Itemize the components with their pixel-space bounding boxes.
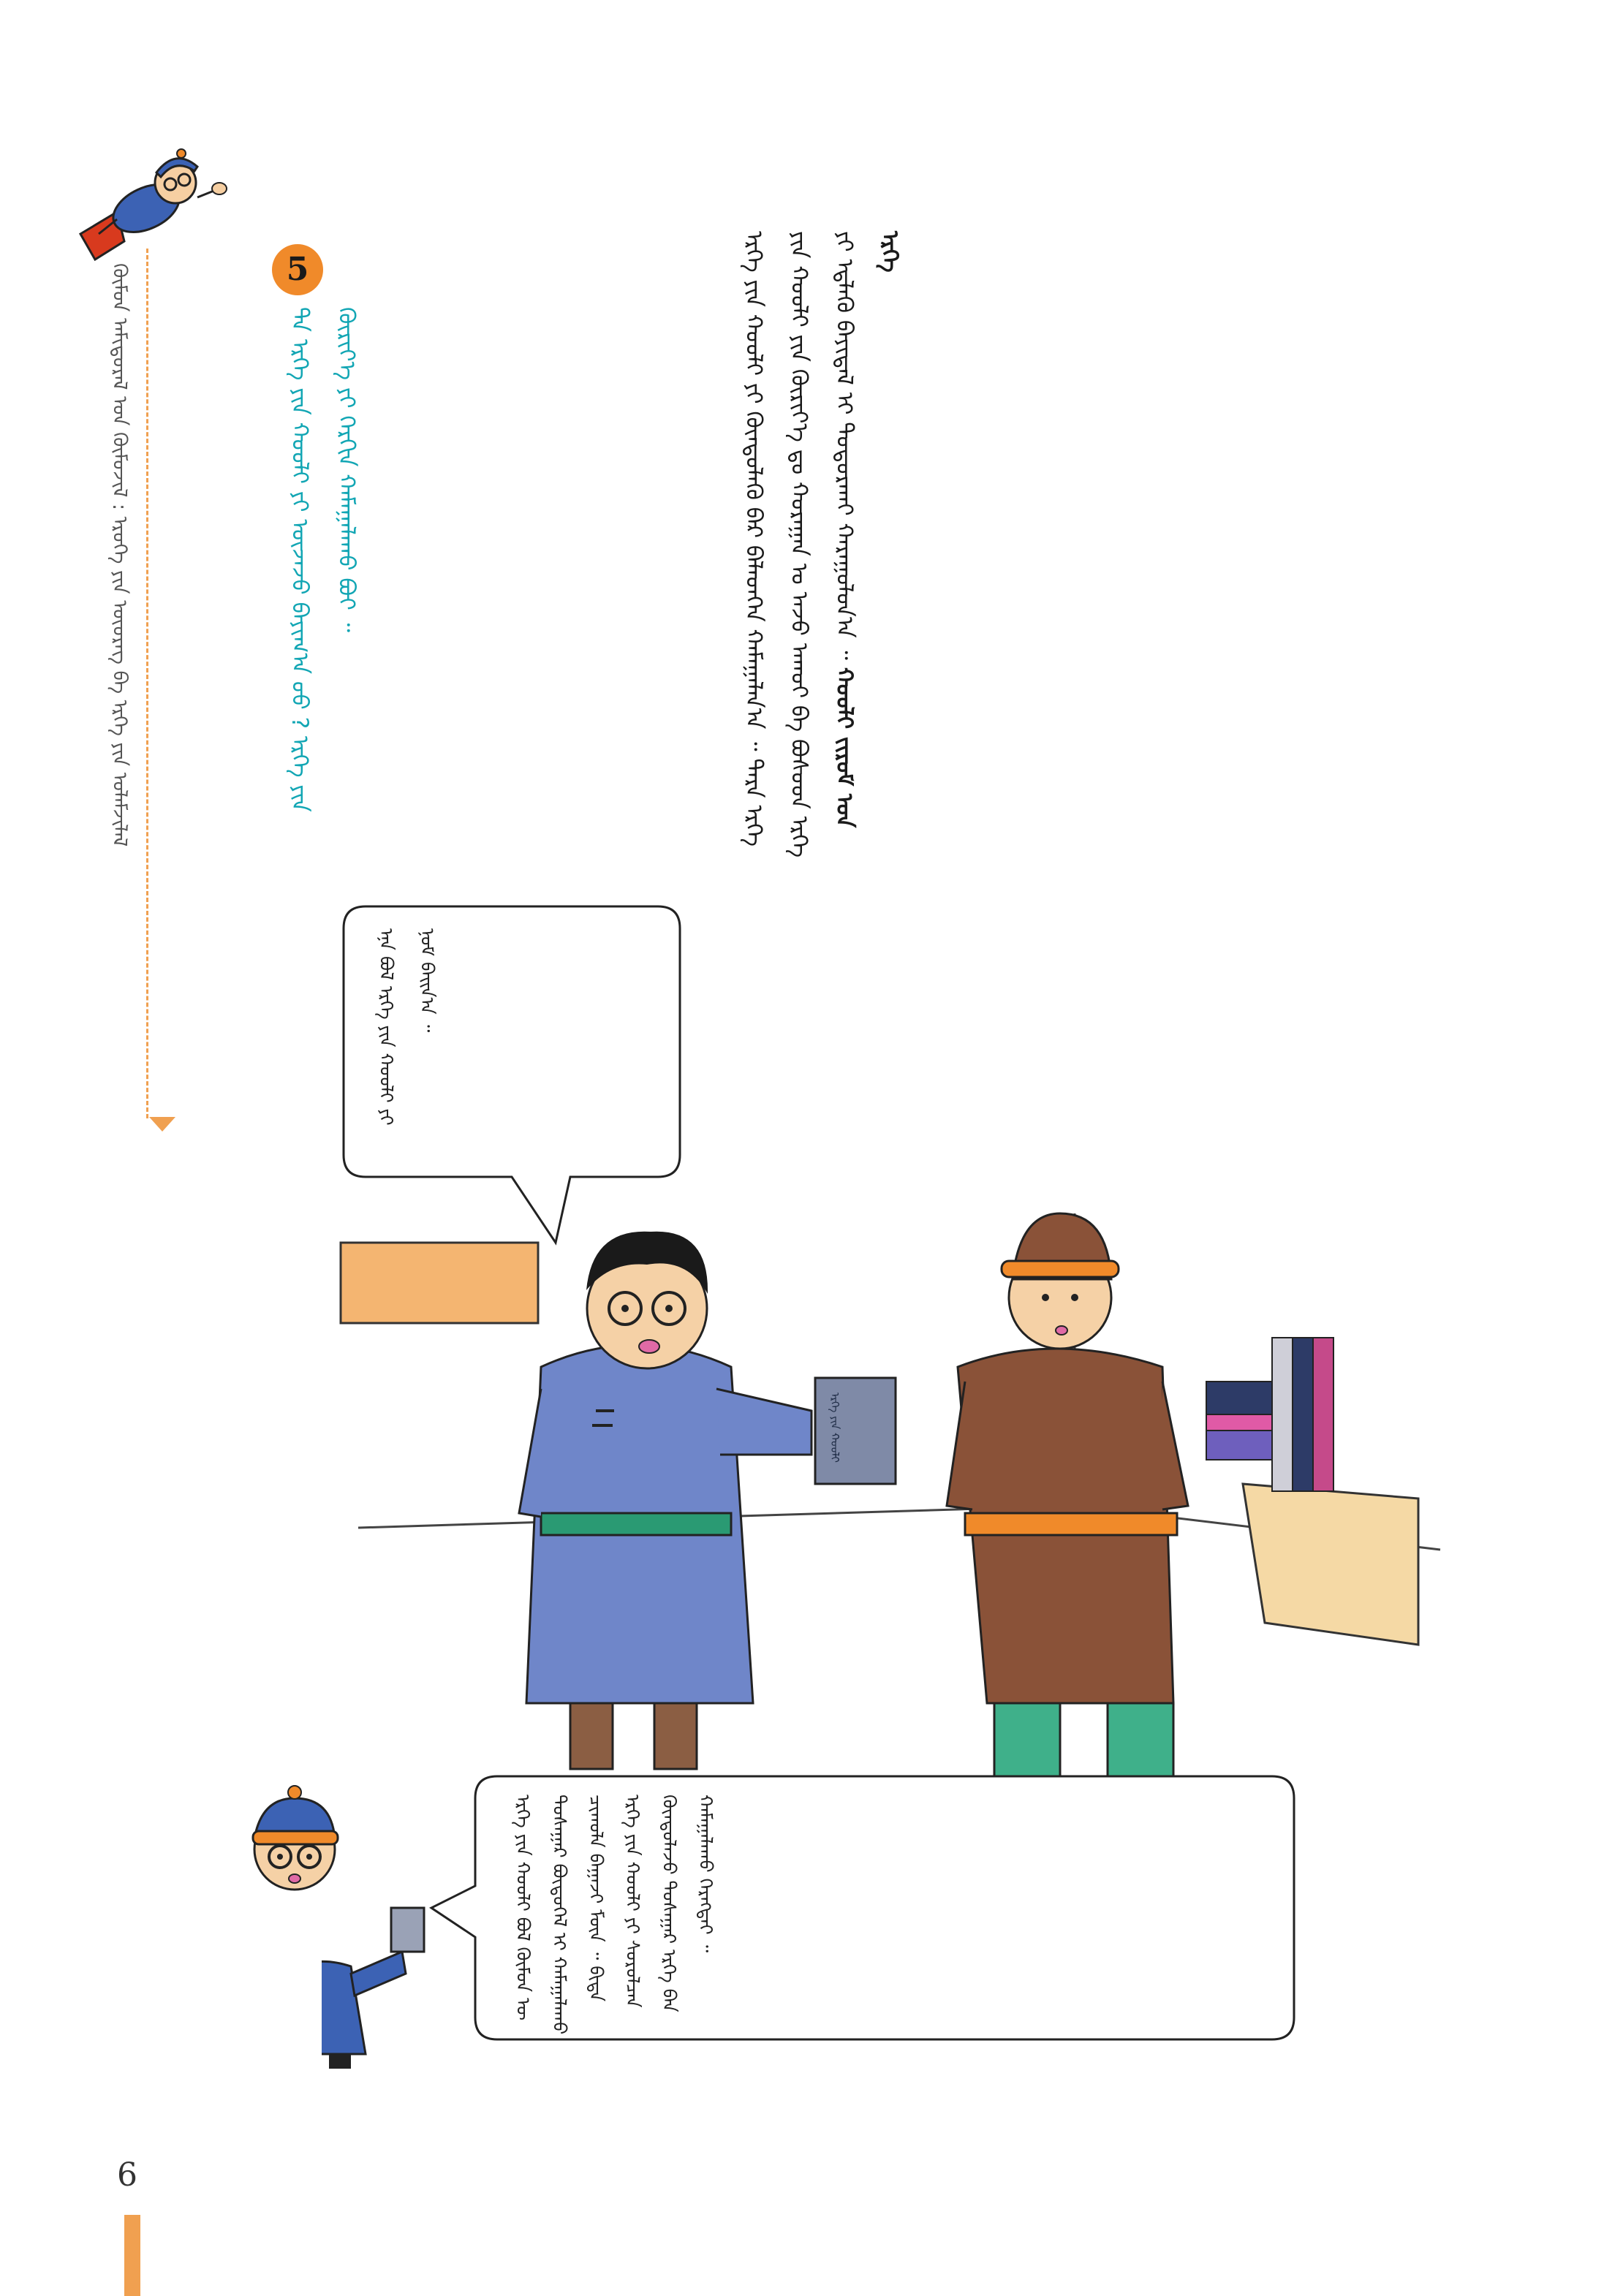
main-text-regular: ᠡᠷᠬᠡ ᠶᠢᠨ ᠬᠤᠤᠯᠢ ᠶᠢ ᠬᠦᠨᠳᠦᠯᠡᠬᠦ ᠪᠡᠷ ᠪᠡᠯᠡᠳᠭᠡᠨ ᠬᠠᠮᠠᠭᠠᠯᠠᠨ᠎ᠠ ᠃ ᠲᠡᠷᠡ ᠡᠷᠬᠡ ᠶᠢᠨ ᠬᠤᠤᠯᠢ ᠶᠢᠨ ᠬᠦᠷᠢᠶ᠎ᠡ ᠳᠤ ᠬᠤᠷᠠᠭᠠᠨ ᠤ ᠠᠵᠤ ᠠᠬᠤᠢ ᠪᠠ ᠪᠤᠰᠤᠳ ᠡᠷᠬᠡ ᠶᠢ ᠡᠳ᠋ᠯᠡᠬᠦ ᠪᠠᠶᠢᠳᠠᠯ ᠢ ᠲᠤᠳᠤᠷᠬᠠᠶ ᠬᠠᠷᠠᠭᠤᠯᠤᠨ᠎ᠠ ᠃ (741, 231, 858, 858)
running-head-divider (146, 249, 148, 1118)
flying-boy-illustration (66, 132, 234, 270)
speech-bubble-top-text: ᠡᠨᠡ ᠪᠤᠯ ᠡᠷᠬᠡ ᠶᠢᠨ ᠬᠤᠤᠯᠢ ᠶᠢ ᠨᠣᠮ ᠪᠠᠢᠨ᠎ᠠ ᠃ (376, 928, 438, 1126)
running-head: ᠬᠦᠮᠦᠨ ᠠᠮᠢᠳᠤᠷᠠᠯ ᠤᠨ ᠬᠦᠮᠦᠵᠢᠯ : ᠡᠷᠦᠬᠡ ᠶᠢᠨ ᠦᠦᠷᠡᠭ ᠪᠠ ᠡᠷᠬᠡ ᠶᠢᠨ ᠤᠯᠠᠮᠵᠢᠯᠠᠯ (108, 263, 131, 847)
question-text: ᠲᠠ ᠡᠷᠬᠡ ᠶᠢᠨ ᠬᠤᠤᠯᠢ ᠶᠢ ᠦᠵᠡᠵᠦ ᠪᠠᠶᠢᠭ᠎ᠠ ᠤᠤ ? ᠡᠷᠬᠡ ᠶᠢᠨ ᠬᠦᠷᠢᠶ᠎ᠡ ᠶᠢ ᠬᠡᠷᠬᠢᠨ ᠬᠠᠮᠠᠭᠠᠯᠠᠬᠤ ᠪᠤᠢ ᠃ (287, 307, 360, 812)
running-head-arrow-icon (149, 1117, 175, 1132)
main-text-bold: ᠬᠤᠤᠯᠢ ᠵᠢᠷᠤᠮ ᠤᠨ ᠡᠷᠬᠡ (831, 231, 903, 828)
speech-bubble-bottom-text: ᠡᠷᠬᠡ ᠶᠢᠨ ᠬᠤᠤᠯᠢ ᠪᠤᠯ ᠬᠦᠮᠦᠨ ᠦ ᠲᠤᠰᠠᠭᠠᠷ ᠪᠦᠲᠦᠭᠡᠯ ᠢ ᠬᠠᠮᠠᠭᠠᠯᠠᠬᠤ ᠴᠢᠬᠤᠯᠠ ᠪᠠᠭᠠᠵᠢ ᠮᠥᠨ ᠃ ᠪᠢᠳᠡ ᠡᠷᠬᠡ ᠶᠢᠨ ᠬᠤᠤᠯᠢ ᠶᠢ ᠰᠤᠷᠤᠯᠴᠠᠨ ᠬᠦᠨᠳᠦᠯᠡᠵᠦ ᠲᠤᠰᠠᠭᠠᠷ ᠡᠷᠬᠡ ᠪᠡᠨ ᠬᠠᠮᠠᠭᠠᠯᠠᠬᠤ ᠬᠡᠷᠡᠭᠲᠡᠢ ᠃ (512, 1795, 716, 2035)
page-number-bar (124, 2215, 140, 2296)
small-boy-illustration (232, 1769, 357, 1915)
page-number: 6 (117, 2156, 137, 2194)
question-number-badge: 5 (272, 244, 323, 295)
main-body-text (731, 231, 1140, 867)
book-cover-label: ᠡᠷᠬᠡ ᠶᠢᠨ ᠬᠤᠤᠯᠢ (828, 1393, 841, 1463)
